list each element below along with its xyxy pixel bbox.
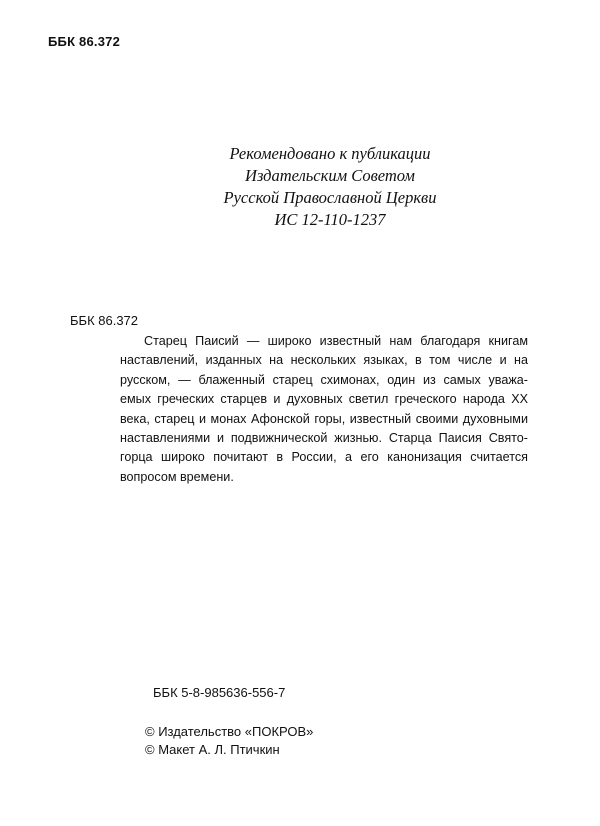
isbn-code: ББК 5-8-985636-556-7 xyxy=(153,685,286,700)
annotation-line: вопросом времени. xyxy=(120,469,234,484)
publication-recommendation xyxy=(180,143,480,231)
recommendation-line-3: Русской Православной Церкви xyxy=(223,188,437,207)
recommendation-line-2: Издательским Советом xyxy=(245,166,415,185)
annotation-line: наставлениями и подвижнической жизнью. Старца Паисия Свято- xyxy=(120,431,528,446)
annotation-line: Старец Паисий — широко известный нам благодаря книгам xyxy=(144,334,528,348)
annotation-line: емых греческих старцев и духовных светил греческого народа XX xyxy=(120,392,528,407)
annotation-line: русском, — блаженный старец схимонах, один из самых уважа- xyxy=(120,372,528,387)
annotation-line: горца широко почитают в России, а его канонизация считается xyxy=(120,450,528,465)
bbk-code-top: ББК 86.372 xyxy=(48,34,120,49)
annotation-line: наставлений, изданных на нескольких языках, в том числе и на xyxy=(120,353,528,368)
recommendation-line-4: ИС 12-110-1237 xyxy=(274,210,386,229)
book-annotation xyxy=(120,332,528,487)
copyright-block xyxy=(145,723,313,759)
bbk-code-annotation: ББК 86.372 xyxy=(70,313,139,328)
copyright-layout: © Макет А. Л. Птичкин xyxy=(145,742,280,757)
recommendation-line-1: Рекомендовано к публикации xyxy=(229,144,431,163)
copyright-publisher: © Издательство «ПОКРОВ» xyxy=(145,724,314,739)
annotation-line: века, старец и монах Афонской горы, известный своими духовными xyxy=(120,411,528,426)
